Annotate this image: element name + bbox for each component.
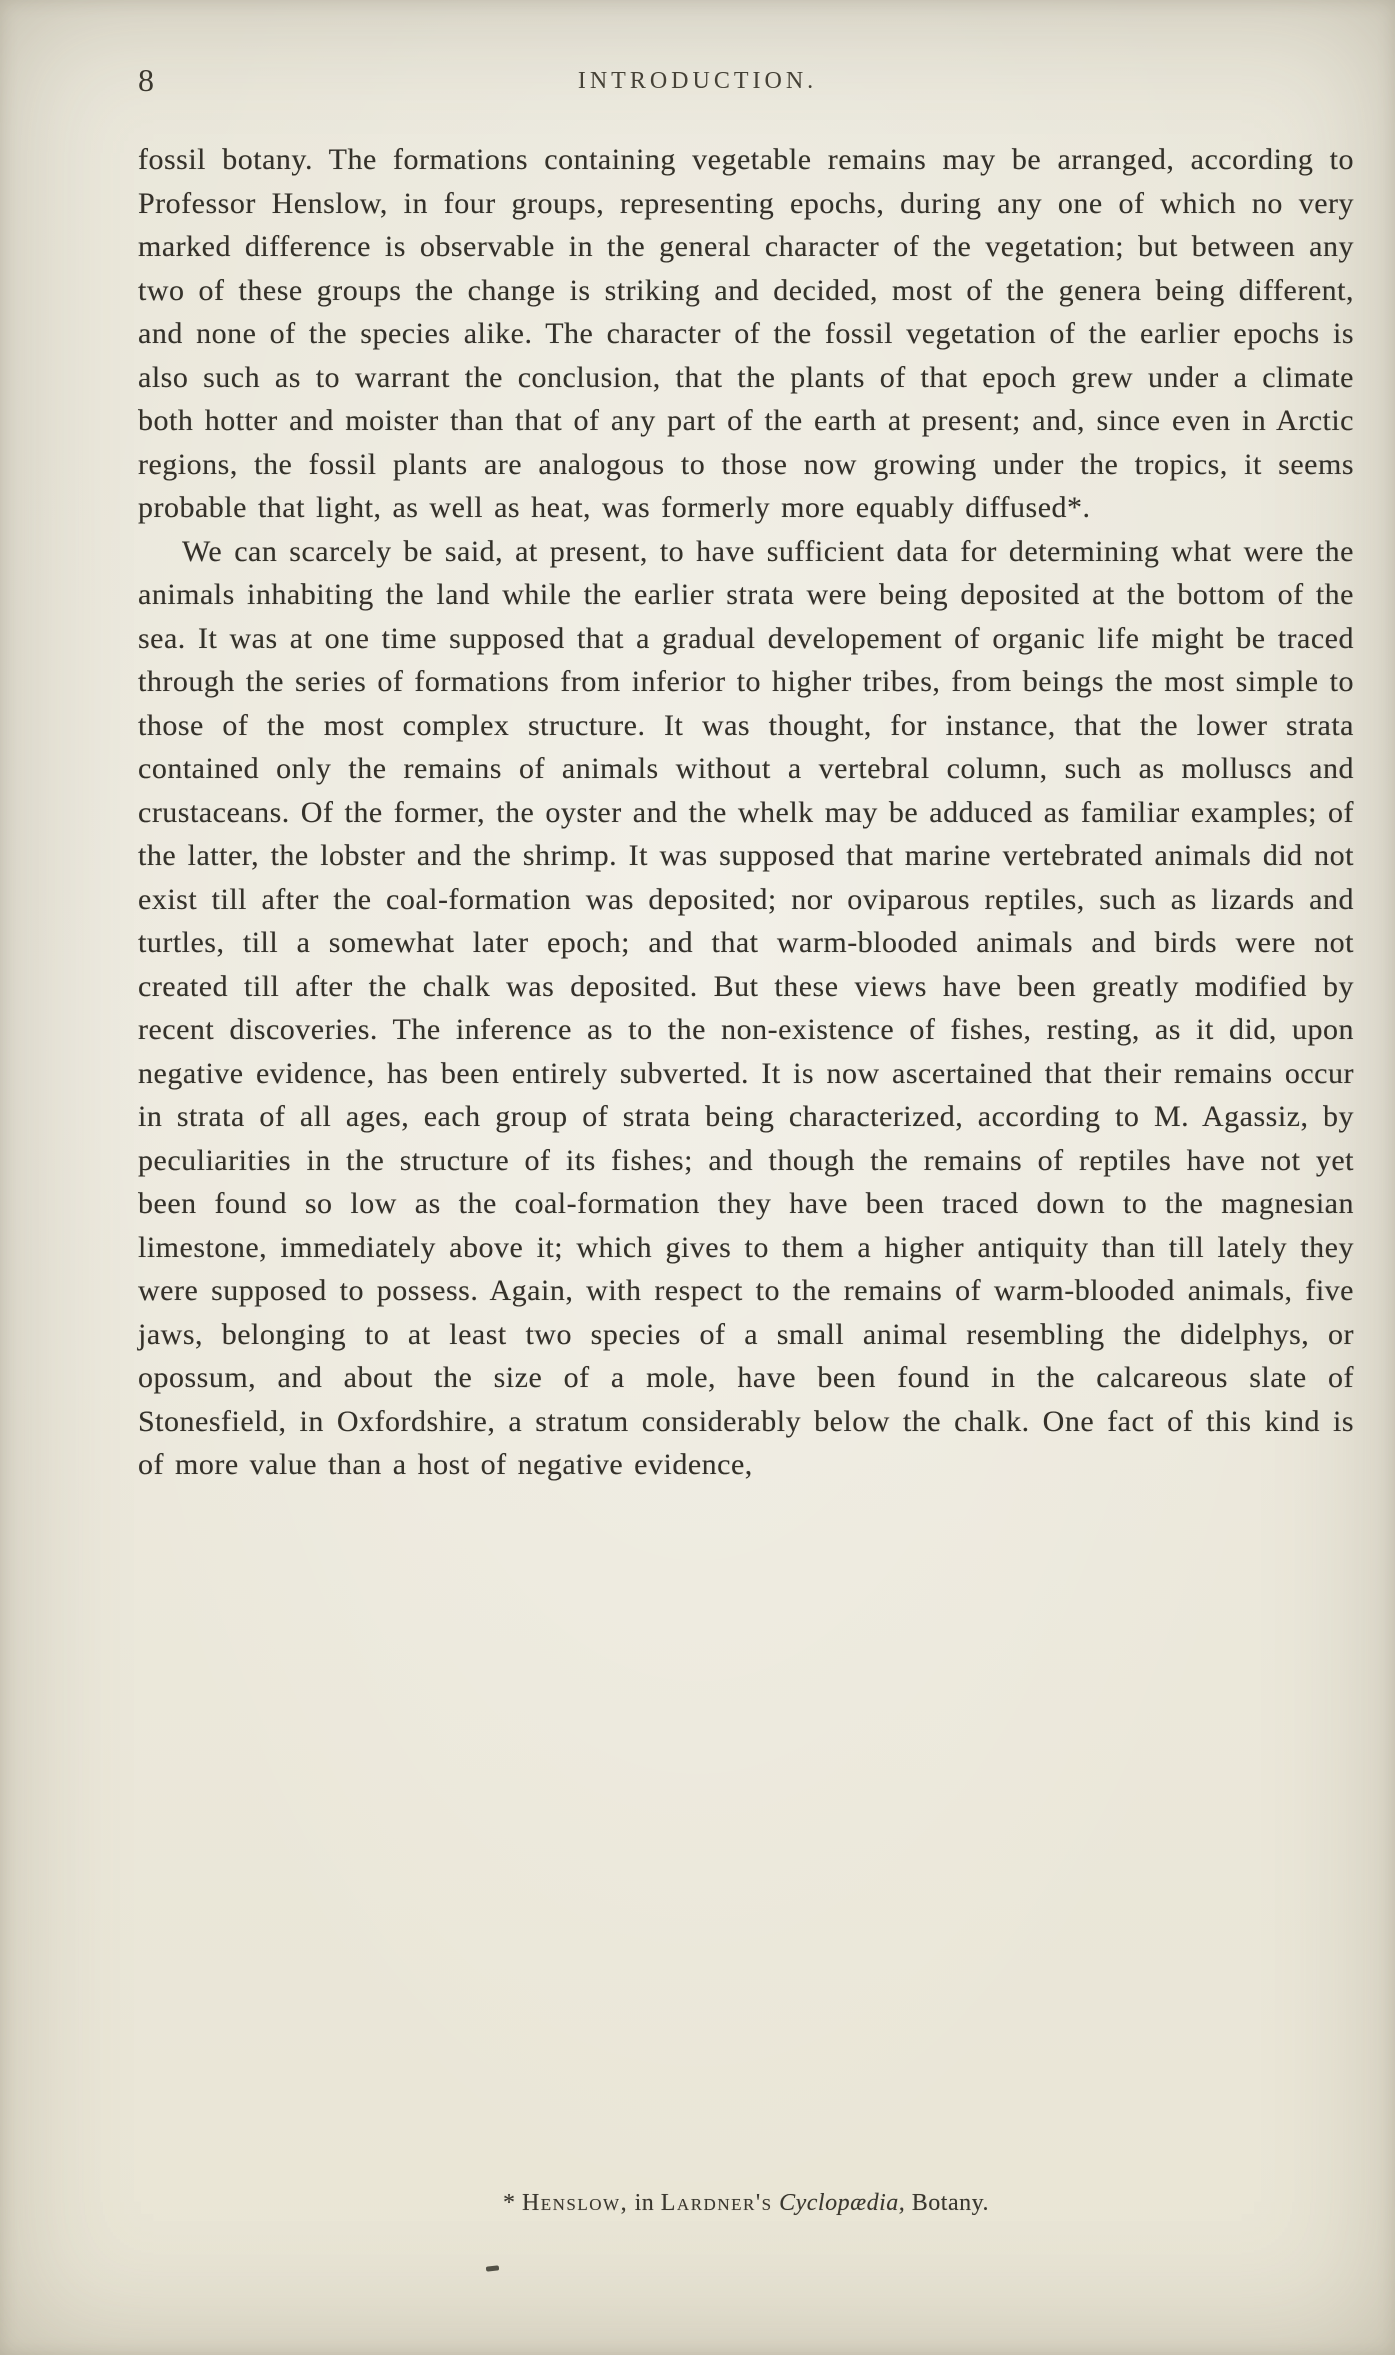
running-header: INTRODUCTION. xyxy=(577,68,818,94)
footnote-publisher: Lardner's xyxy=(660,2190,773,2216)
body-paragraph-1: fossil botany. The formations containing vegetable remains may be arranged, according to Professor Henslow, in four groups, representing epochs, during any one of which no very marked difference is observable in the general character of the vegetation; but between any two of these groups the change is striking and decided, most of the genera being different, and none of the species alike. The character of the fossil vegetation of the earlier epochs is also such as to warrant the conclusion, that the plants of that epoch grew under a climate both hotter and moister than that of any part of the earth at present; and, since even in Arctic regions, the fossil plants are analogous to those now growing under the tropics, it seems probable that light, as well as heat, was formerly more equably diffused*. xyxy=(138,143,1354,524)
footnote-connector: in xyxy=(634,2190,655,2216)
text-block xyxy=(138,138,1354,1487)
footnote-work-title: Cyclopædia, xyxy=(779,2190,906,2216)
footnote-author: Henslow, xyxy=(521,2190,629,2216)
footnote-section: Botany. xyxy=(911,2190,990,2216)
footnote-marker: * xyxy=(502,2190,516,2216)
footnote xyxy=(138,2190,1354,2217)
print-artifact-mark xyxy=(486,2265,499,2271)
body-paragraph-2: We can scarcely be said, at present, to have sufficient data for determining what were the animals inhabiting the land while the earlier strata were being deposited at the bottom of the sea. It was at one time supposed that a gradual developement of organic life might be traced through the series of formations from inferior to higher tribes, from beings the most simple to those of the most complex structure. It was thought, for instance, that the lower strata contained only the remains of animals without a vertebral column, such as molluscs and crustaceans. Of the former, the oyster and the whelk may be adduced as familiar examples; of the latter, the lobster and the shrimp. It was supposed that marine vertebrated animals did not exist till after the coal-formation was deposited; nor oviparous reptiles, such as lizards and turtles, till a somewhat later epoch; and that warm-blooded animals and birds were not created till after the chalk was deposited. But these views have been greatly modified by recent discoveries. The inference as to the non-existence of fishes, resting, as it did, upon negative evidence, has been entirely subverted. It is now ascertained that their remains occur in strata of all ages, each group of strata being characterized, according to M. Agassiz, by peculiarities in the structure of its fishes; and though the remains of reptiles have not yet been found so low as the coal-formation they have been traced down to the magnesian limestone, immediately above it; which gives to them a higher antiquity than till lately they were supposed to possess. Again, with respect to the remains of warm-blooded animals, five jaws, belonging to at least two species of a small animal resembling the didelphys, or opossum, and about the size of a mole, have been found in the calcareous slate of Stonesfield, in Oxfordshire, a stratum considerably below the chalk. One fact of this kind is of more value than a host of negative evidence, xyxy=(138,534,1354,1481)
page-header xyxy=(0,62,1395,106)
page-number: 8 xyxy=(138,62,154,98)
